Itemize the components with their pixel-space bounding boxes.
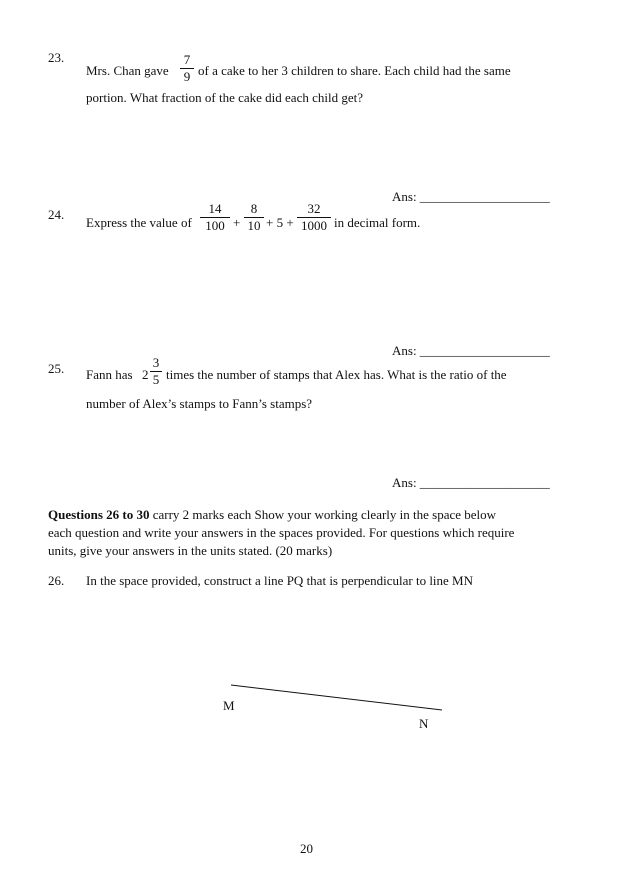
fraction-numerator: 32 xyxy=(297,202,331,218)
page-number: 20 xyxy=(300,841,313,856)
question-24-plus-5-plus: + 5 + xyxy=(266,215,294,230)
instructions-bold: Questions 26 to 30 xyxy=(48,507,150,522)
instructions-line2: each question and write your answers in the spaces provided. For questions which require xyxy=(48,525,515,540)
instructions-line1-rest: carry 2 marks each Show your working clearly in the space below xyxy=(149,507,497,522)
question-25-whole-number: 2 xyxy=(142,367,149,382)
question-24-text-before: Express the value of xyxy=(86,215,192,230)
label-n: N xyxy=(419,716,429,731)
question-24-answer: Ans: ____________________ xyxy=(392,343,550,358)
question-25-text-before: Fann has xyxy=(86,367,133,382)
question-26-text: In the space provided, construct a line PQ that is perpendicular to line MN xyxy=(86,573,474,588)
question-25-line2: number of Alex’s stamps to Fann’s stamps? xyxy=(86,396,313,411)
fraction-numerator: 14 xyxy=(200,202,230,218)
fraction-numerator: 8 xyxy=(244,202,264,218)
question-23-line2: portion. What fraction of the cake did each child get? xyxy=(86,90,363,105)
question-26-number: 26. xyxy=(48,573,65,588)
fraction-denominator: 10 xyxy=(247,218,261,233)
question-25-number: 25. xyxy=(48,361,65,376)
instructions-line3: units, give your answers in the units stated. (20 marks) xyxy=(48,543,333,558)
fraction-denominator: 100 xyxy=(205,218,225,233)
fraction-denominator: 9 xyxy=(183,69,191,84)
question-24-text-after: in decimal form. xyxy=(334,215,421,230)
question-24-plus-1: + xyxy=(233,215,241,230)
question-23-text-before: Mrs. Chan gave xyxy=(86,63,169,78)
question-24-number: 24. xyxy=(48,207,65,222)
fraction-denominator: 5 xyxy=(152,372,160,387)
fraction-numerator: 7 xyxy=(180,53,194,69)
question-23-answer: Ans: ____________________ xyxy=(392,189,550,204)
question-23-number: 23. xyxy=(48,50,65,65)
label-m: M xyxy=(223,698,235,713)
line-mn xyxy=(231,685,442,710)
question-25-text-after: times the number of stamps that Alex has. What is the ratio of the xyxy=(166,367,507,382)
question-23-text-after: of a cake to her 3 children to share. Each child had the same xyxy=(198,63,511,78)
question-25-answer: Ans: ____________________ xyxy=(392,475,550,490)
fraction-denominator: 1000 xyxy=(301,218,327,233)
fraction-numerator: 3 xyxy=(150,356,162,372)
